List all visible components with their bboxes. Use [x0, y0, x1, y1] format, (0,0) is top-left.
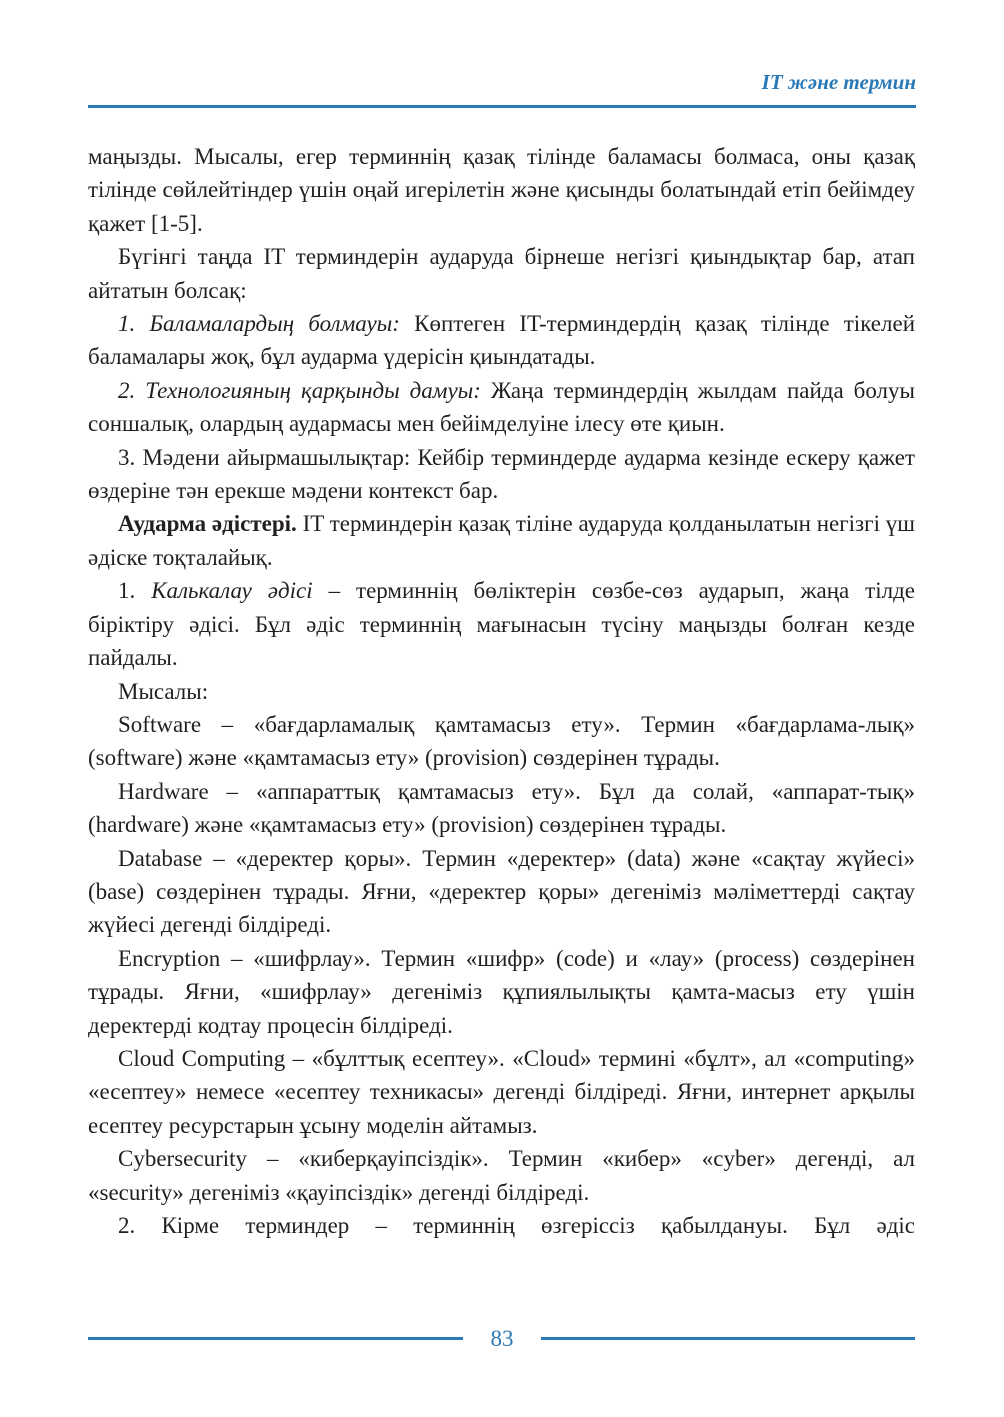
- body-paragraph: [88, 441, 915, 508]
- body-paragraph: [88, 574, 915, 674]
- paragraph-text: Бүгінгі таңда IT терминдерін аударуда бірнеше негізгі қиындықтар бар, атап айтатын болсақ:: [88, 244, 915, 303]
- page-body: [88, 140, 915, 1242]
- paragraph-text: 2. Кірме терминдер – терминнің өзгеріссіз қабылдануы. Бұл әдіс: [118, 1213, 915, 1238]
- paragraph-text: маңызды. Мысалы, егер терминнің қазақ тілінде баламасы болмаса, оны қазақ тілінде сөйлейтіндер үшін оңай игерілетін және қисынды болатындай етіп бейімдеу қажет [1-5].: [88, 144, 915, 236]
- header-divider: [88, 105, 916, 108]
- paragraph-text: Hardware – «аппараттық қамтамасыз ету». Бұл да солай, «аппарат-тық» (hardware) және «қамтамасыз ету» (provision) сөздерінен тұрады.: [88, 778, 915, 838]
- emphasis-text: 2. Технологияның қарқынды дамуы:: [118, 377, 481, 403]
- paragraph-text: Cloud Computing – «бұлттық есептеу». «Cloud» термині «бұлт», ал «computing» «есептеу» немесе «есептеу техникасы» дегенді білдіреді. Яғни, интернет арқылы есептеу ресурстарын ұсыну моделін айтамыз.: [88, 1045, 915, 1138]
- body-paragraph: [88, 675, 915, 708]
- body-paragraph: [88, 1209, 915, 1242]
- footer-divider-left: [88, 1337, 463, 1340]
- paragraph-text: – терминнің бөліктерін сөзбе-сөз аударып, жаңа тілде біріктіру әдісі. Бұл әдіс терминнің мағынасын түсіну маңызды болған кезде пайдалы.: [88, 578, 915, 671]
- paragraph-text: Software – «бағдарламалық қамтамасыз ету». Термин «бағдарлама-лық» (software) және «қамтамасыз ету» (provision) сөздерінен тұрады.: [88, 711, 915, 771]
- paragraph-text: Мысалы:: [118, 678, 209, 704]
- emphasis-text: 1. Баламалардың болмауы:: [118, 311, 400, 337]
- body-paragraph: [88, 708, 915, 775]
- body-paragraph: [88, 140, 915, 240]
- body-paragraph: [88, 240, 915, 307]
- body-paragraph: [88, 374, 915, 441]
- footer-divider-right: [541, 1337, 915, 1340]
- running-header-title: IT және термин: [761, 70, 916, 94]
- body-paragraph: [88, 1142, 915, 1209]
- body-paragraph: [88, 775, 915, 842]
- paragraph-text: 3. Мәдени айырмашылықтар: Кейбір терминдерде аударма кезінде ескеру қажет өздеріне тән ерекше мәдени контекст бар.: [88, 444, 915, 504]
- body-paragraph: [88, 507, 915, 574]
- paragraph-text: Көптеген IT-терминдердің қазақ тілінде тікелей баламалары жоқ, бұл аударма үдерісін қиындатады.: [88, 311, 915, 370]
- body-paragraph: [88, 942, 915, 1042]
- paragraph-text: Database – «деректер қоры». Термин «деректер» (data) және «сақтау жүйесі» (base) сөздерінен тұрады. Яғни, «деректер қоры» дегеніміз мәліметтерді сақтау жүйесі дегенді білдіреді.: [88, 845, 915, 938]
- emphasis-text: Калькалау әдісі: [151, 578, 313, 604]
- paragraph-text: IT терминдерін қазақ тіліне аударуда қолданылатын негізгі үш әдіске тоқталайық.: [88, 511, 915, 570]
- paragraph-text: Жаңа терминдердің жылдам пайда болуы соншалық, олардың аудармасы мен бейімделуіне ілесу өте қиын.: [88, 377, 915, 437]
- paragraph-text: Encryption – «шифрлау». Термин «шифр» (code) и «лау» (process) сөздерінен тұрады. Яғни, «шифрлау» дегеніміз құпиялылықты қамта-масыз ету үшін деректерді кодтау процесін білдіреді.: [88, 945, 915, 1038]
- paragraph-text: Cybersecurity – «киберқауіпсіздік». Термин «кибер» «cyber» дегенді, ал «security» дегеніміз «қауіпсіздік» дегенді білдіреді.: [88, 1146, 915, 1205]
- page-number: 83: [490, 1326, 514, 1351]
- body-paragraph: [88, 842, 915, 942]
- body-paragraph: [88, 307, 915, 374]
- paragraph-text: 1.: [118, 578, 152, 604]
- emphasis-text: Аударма әдістері.: [118, 511, 297, 537]
- body-paragraph: [88, 1042, 915, 1142]
